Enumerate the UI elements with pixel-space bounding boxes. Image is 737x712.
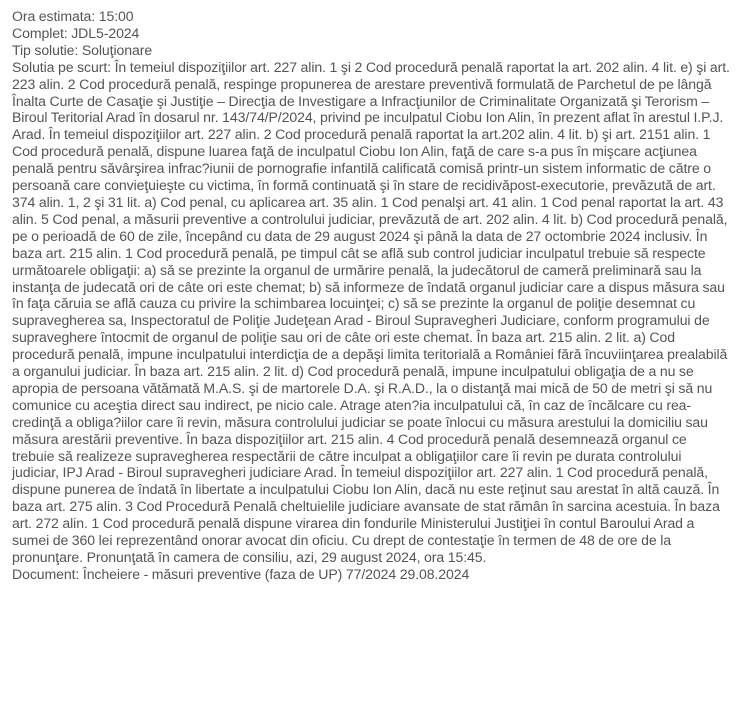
- document-row: [12, 566, 730, 583]
- solution-summary-row: [12, 59, 730, 566]
- panel-row: [12, 25, 730, 42]
- estimated-time-label: Ora estimata:: [12, 8, 96, 24]
- solution-type-value: Soluţionare: [81, 41, 153, 58]
- panel-value: JDL5-2024: [71, 24, 140, 41]
- document-value: Încheiere - măsuri preventive (faza de UP) 77/2024 29.08.2024: [82, 565, 470, 582]
- solution-summary-label: Solutia pe scurt:: [12, 58, 111, 75]
- document-label: Document:: [12, 565, 80, 582]
- estimated-time-row: [12, 8, 730, 25]
- solution-type-label: Tip solutie:: [12, 41, 79, 58]
- panel-label: Complet:: [12, 24, 68, 41]
- solution-type-row: [12, 42, 730, 59]
- case-details: [12, 8, 730, 583]
- estimated-time-value: 15:00: [98, 8, 134, 24]
- solution-summary-text: În temeiul dispoziţiilor art. 227 alin. 1 şi 2 Cod procedură penală raportat la art. 202 alin. 4 lit. e) şi art. 223 alin. 2 Cod procedură penală, respinge propunerea de arestare preventivă formulată de Parchetul de pe lângă Înalta Curte de Casaţie şi Justiţie – Direcţia de Investigare a Infracţiunilor de Criminalitate Organizată şi Terorism – Biroul Teritorial Arad în dosarul nr. 143/74/P/2024, privind pe inculpatul Ciobu Ion Alin, în prezent aflat în arestul I.P.J. Arad. În temeiul dispoziţiilor art. 227 alin. 2 Cod procedură penală raportat la art.202 alin. 4 lit. b) şi art. 2151 alin. 1 Cod procedură penală, dispune luarea faţă de inculpatul Ciobu Ion Alin, faţă de care s-a pus în mişcare acţiunea penală pentru săvârşirea infrac?iunii de pornografie infantilă calificată comisă printr-un sistem informatic de către o persoană care convieţuieşte cu victima, în formă continuată şi în stare de recidivăpost-executorie, prevăzută de art. 374 alin. 1, 2 şi 31 lit. a) Cod penal, cu aplicarea art. 35 alin. 1 Cod penalşi art. 41 alin. 1 Cod penal raportat la art. 43 alin. 5 Cod penal, a măsurii preventive a controlului judiciar, prevăzută de art. 202 alin. 4 lit. b) Cod procedură penală, pe o perioadă de 60 de zile, începând cu data de 29 august 2024 şi până la data de 27 octombrie 2024 inclusiv. În baza art. 215 alin. 1 Cod procedură penală, pe timpul cât se află sub control judiciar inculpatul trebuie să respecte următoarele obligaţii: a) să se prezinte la organul de urmărire penală, la judecătorul de cameră preliminară sau la instanţa de judecată ori de câte ori este chemat; b) să informeze de îndată organul judiciar care a dispus măsura sau în faţa căruia se află cauza cu privire la schimbarea locuinţei; c) să se prezinte la organul de poliţie desemnat cu supravegherea sa, Inspectoratul de Poliţie Judeţean Arad - Biroul Supravegheri Judiciare, conform programului de supraveghere întocmit de organul de poliţie sau ori de câte ori este chemat. În baza art. 215 alin. 2 lit. a) Cod procedură penală, impune inculpatului interdicţia de a depăşi limita teritorială a României fără încuviinţarea prealabilă a organului judiciar. În baza art. 215 alin. 2 lit. d) Cod procedură penală, impune inculpatului obligaţia de a nu se apropia de persoana vătămată M.A.S. şi de martorele D.A. şi R.A.D., la o distanţă mai mică de 50 de metri şi să nu comunice cu aceştia direct sau indirect, pe nicio cale. Atrage aten?ia inculpatului că, în caz de încălcare cu rea-credinţă a obliga?iilor care îi revin, măsura controlului judiciar se poate înlocui cu măsura arestului la domiciliu sau măsura arestării preventive. În baza dispoziţiilor art. 215 alin. 4 Cod procedură penală desemnează organul ce trebuie să realizeze supravegherea respectării de către inculpat a obligaţiilor care îi revin pe durata controlului judiciar, IPJ Arad - Biroul supravegheri judiciare Arad. În temeiul dispoziţiilor art. 227 alin. 1 Cod procedură penală, dispune punerea de îndată în libertate a inculpatului Ciobu Ion Alin, dacă nu este reţinut sau arestat în altă cauză. În baza art. 275 alin. 3 Cod Procedură Penală cheltuielile judiciare avansate de stat rămân în sarcina acestuia. În baza art. 272 alin. 1 Cod procedură penală dispune virarea din fondurile Ministerului Justiţiei în contul Baroului Arad a sumei de 360 lei reprezentând onorar avocat din oficiu. Cu drept de contestaţie în termen de 48 de ore de la pronunţare. Pronunţată în camera de consiliu, azi, 29 august 2024, ora 15:45.: [12, 58, 730, 565]
